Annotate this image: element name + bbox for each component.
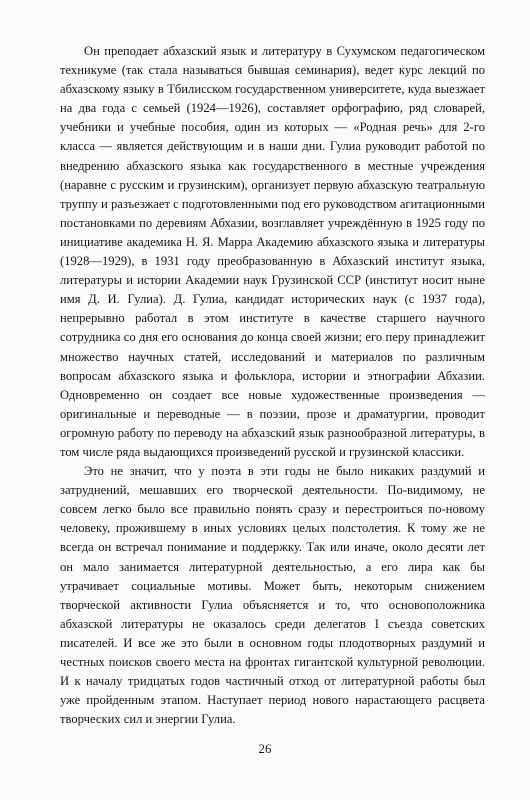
paragraph-1: Он преподает абхазский язык и литературу в Сухумском педагогическом техникуме (так стала называться бывшая семинария), ведет курс лекций по абхазскому языку в Тбилисском государственном университете, куда выезжает на два года с семьей (1924—1926), составляет орфографию, ряд словарей, учебники и учебные пособия, один из которых — «Родная речь» для 2-го класса — является действующим и в наши дни. Гулиа руководит работой по внедрению абхазского языка как государственного в местные учреждения (наравне с русским и грузинским), организует первую абхазскую театральную труппу и разъезжает с подготовленными под его руководством агитационными постановками по деревиям Абхазии, возглавляет учреждённую в 1925 году по инициативе академика Н. Я. Марра Академию абхазского языка и литературы (1928—1929), в 1931 году преобразованную в Абхазский институт языка, литературы и истории Академии наук Грузинской ССР (институт носит ныне имя Д. И. Гулиа). Д. Гулиа, кандидат исторических наук (с 1937 года), непрерывно работал в этом институте в качестве старшего научного сотрудника со дня его основания до конца своей жизни; его перу принадлежит множество научных статей, исследований и материалов по различным вопросам абхазского языка и фольклора, истории и этнографии Абхазии. Одновременно он создает все новые художественные произведения — оригинальные и переводные — в поэзии, прозе и драматургии, проводит огромную работу по переводу на абхазский язык разнообразной литературы, в том числе ряда выдающихся произведений русской и грузинской классики. [60,44,485,459]
paragraph-2: Это не значит, что у поэта в эти годы не было никаких раздумий и затруднений, мешавших его творческой деятельности. По-видимому, не совсем легко было все правильно понять сразу и перестроиться по-новому человеку, прожившему в иных условиях целых полстолетия. К тому же не всегда он встречал понимание и поддержку. Так или иначе, около десяти лет он мало занимается литературной деятельностью, а его лира как бы утрачивает социальные мотивы. Может быть, некоторым снижением творческой активности Гулиа объясняется и то, что основоположника абхазской литературы не оказалось среди делегатов I съезда советских писателей. И все же это были в основном годы плодотворных раздумий и честных поисков своего места на фронтах гигантской культурной революции. И к началу тридцатых годов частичный отход от литературной работы был уже пройденным этапом. Наступает период нового нарастающего расцвета творческих сил и энергии Гулиа. [60,464,485,727]
body-text [60,42,485,729]
page-number: 26 [258,741,272,756]
